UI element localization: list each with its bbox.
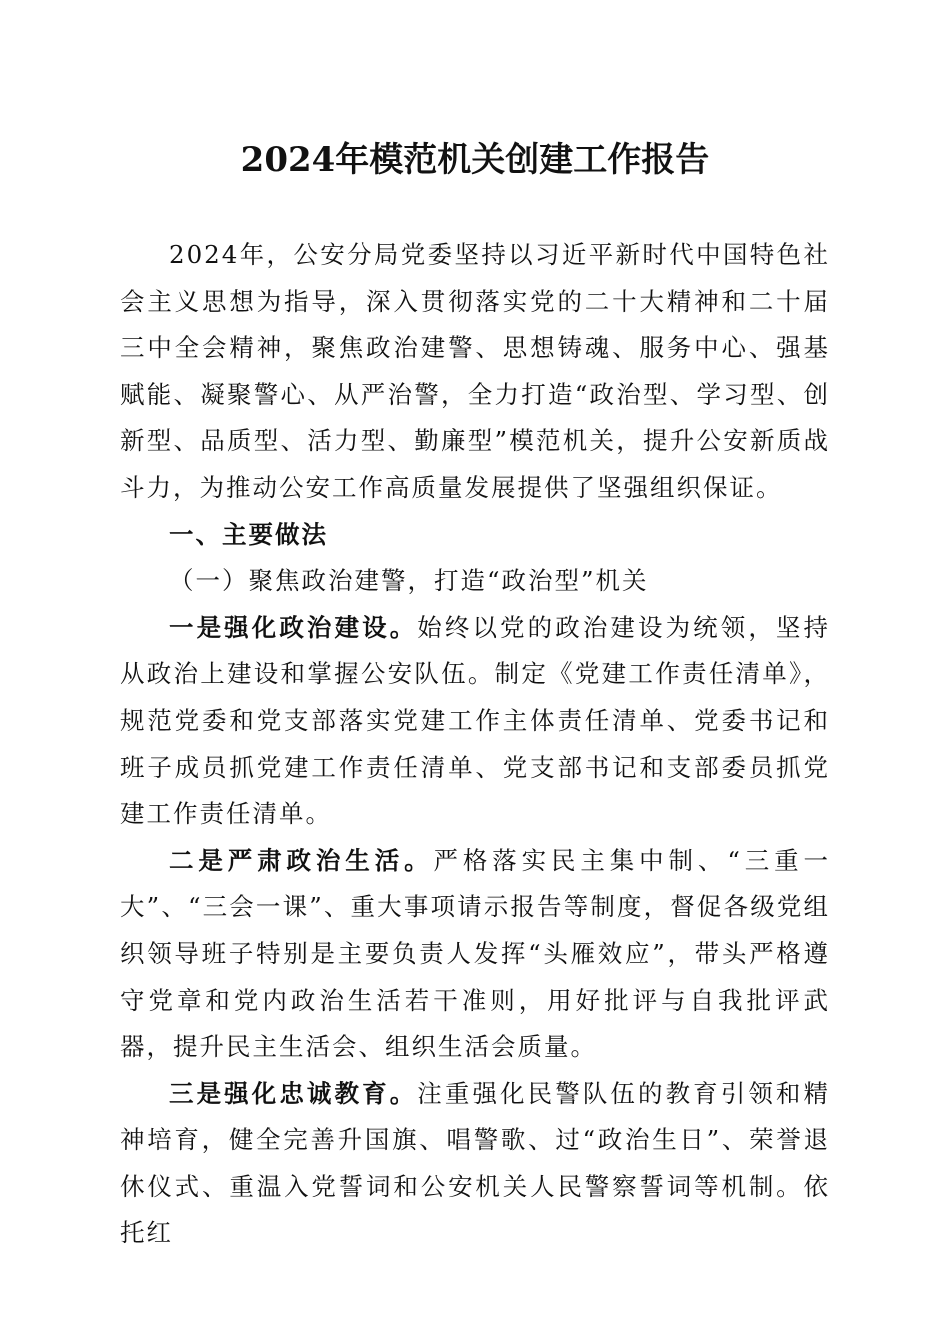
body-paragraph: [120, 1071, 830, 1257]
paragraph-lead: 一是强化政治建设。: [169, 612, 418, 642]
paragraph-text: 注重强化民警队伍的教育引领和精神培育，健全完善升国旗、唱警歌、过“政治生日”、荣誉退休仪式、重温入党誓词和公安机关人民警察誓词等机制。依托红: [120, 1078, 831, 1248]
subsection-heading: （一）聚焦政治建警，打造“政治型”机关: [169, 566, 649, 596]
body-paragraph: [120, 838, 830, 1071]
body-paragraph: [120, 605, 830, 838]
section-heading: 一、主要做法: [169, 519, 328, 549]
paragraph-lead: 二是严肃政治生活。: [169, 845, 434, 875]
paragraph-text: 严格落实民主集中制、“三重一大”、“三会一课”、重大事项请示报告等制度，督促各级党组织领导班子特别是主要负责人发挥“头雁效应”，带头严格遵守党章和党内政治生活若干准则，用好批评与自我批评武器，提升民主生活会、组织生活会质量。: [120, 845, 830, 1062]
document-title: 2024年模范机关创建工作报告: [240, 140, 710, 180]
paragraph-lead: 三是强化忠诚教育。: [169, 1078, 418, 1108]
paragraph-text: 始终以党的政治建设为统领，坚持从政治上建设和掌握公安队伍。制定《党建工作责任清单》，规范党委和党支部落实党建工作主体责任清单、党委书记和班子成员抓党建工作责任清单、党支部书记和支部委员抓党建工作责任清单。: [120, 612, 831, 829]
intro-paragraph: 2024年，公安分局党委坚持以习近平新时代中国特色社会主义思想为指导，深入贯彻落实党的二十大精神和二十届三中全会精神，聚焦政治建警、思想铸魂、服务中心、强基赋能、凝聚警心、从严治警，全力打造“政治型、学习型、创新型、品质型、活力型、勤廉型”模范机关，提升公安新质战斗力，为推动公安工作高质量发展提供了坚强组织保证。: [120, 240, 830, 502]
document-body: [120, 232, 830, 1257]
